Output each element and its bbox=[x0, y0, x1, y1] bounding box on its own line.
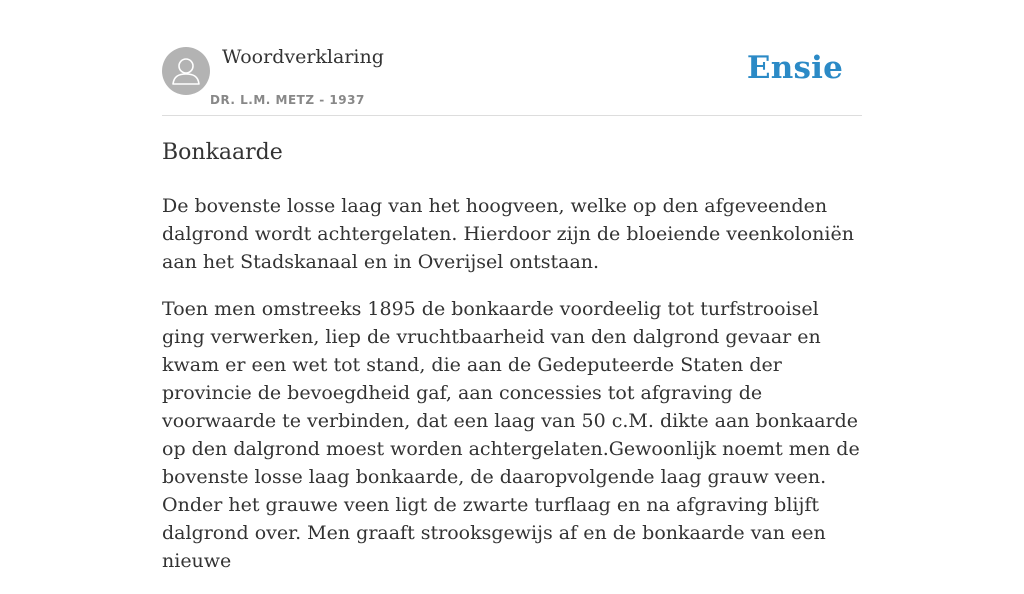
source-title[interactable]: Woordverklaring bbox=[222, 46, 384, 68]
entry-paragraph: De bovenste losse laag van het hoogveen, welke op den afgeveenden dalgrond wordt achtergelaten. Hierdoor zijn de bloeiende veenkoloniën aan het Stadskanaal en in Overijsel ontstaan. bbox=[162, 195, 854, 273]
header bbox=[162, 0, 862, 116]
user-icon[interactable] bbox=[162, 47, 210, 95]
brand-logo[interactable]: Ensie bbox=[746, 50, 843, 86]
entry-title: Bonkaarde bbox=[162, 140, 283, 165]
author-year: DR. L.M. METZ - 1937 bbox=[210, 93, 365, 107]
page bbox=[162, 0, 862, 572]
entry-body bbox=[162, 192, 862, 594]
entry-paragraph: Toen men omstreeks 1895 de bonkaarde voordeelig tot turfstrooisel ging verwerken, liep de vruchtbaarheid van den dalgrond gevaar en kwam er een wet tot stand, die aan de Gedeputeerde Staten der provincie de bevoegdheid gaf, aan concessies tot afgraving de voorwaarde te verbinden, dat een laag van 50 c.M. dikte aan bonkaarde op den dalgrond moest worden achtergelaten.Gewoonlijk noemt men de bovenste losse laag bonkaarde, de daaropvolgende laag grauw veen. Onder het grauwe veen ligt de zwarte turflaag en na afgraving blijft dalgrond over. Men graaft strooksgewijs af en de bonkaarde van een nieuwe bbox=[162, 298, 860, 572]
